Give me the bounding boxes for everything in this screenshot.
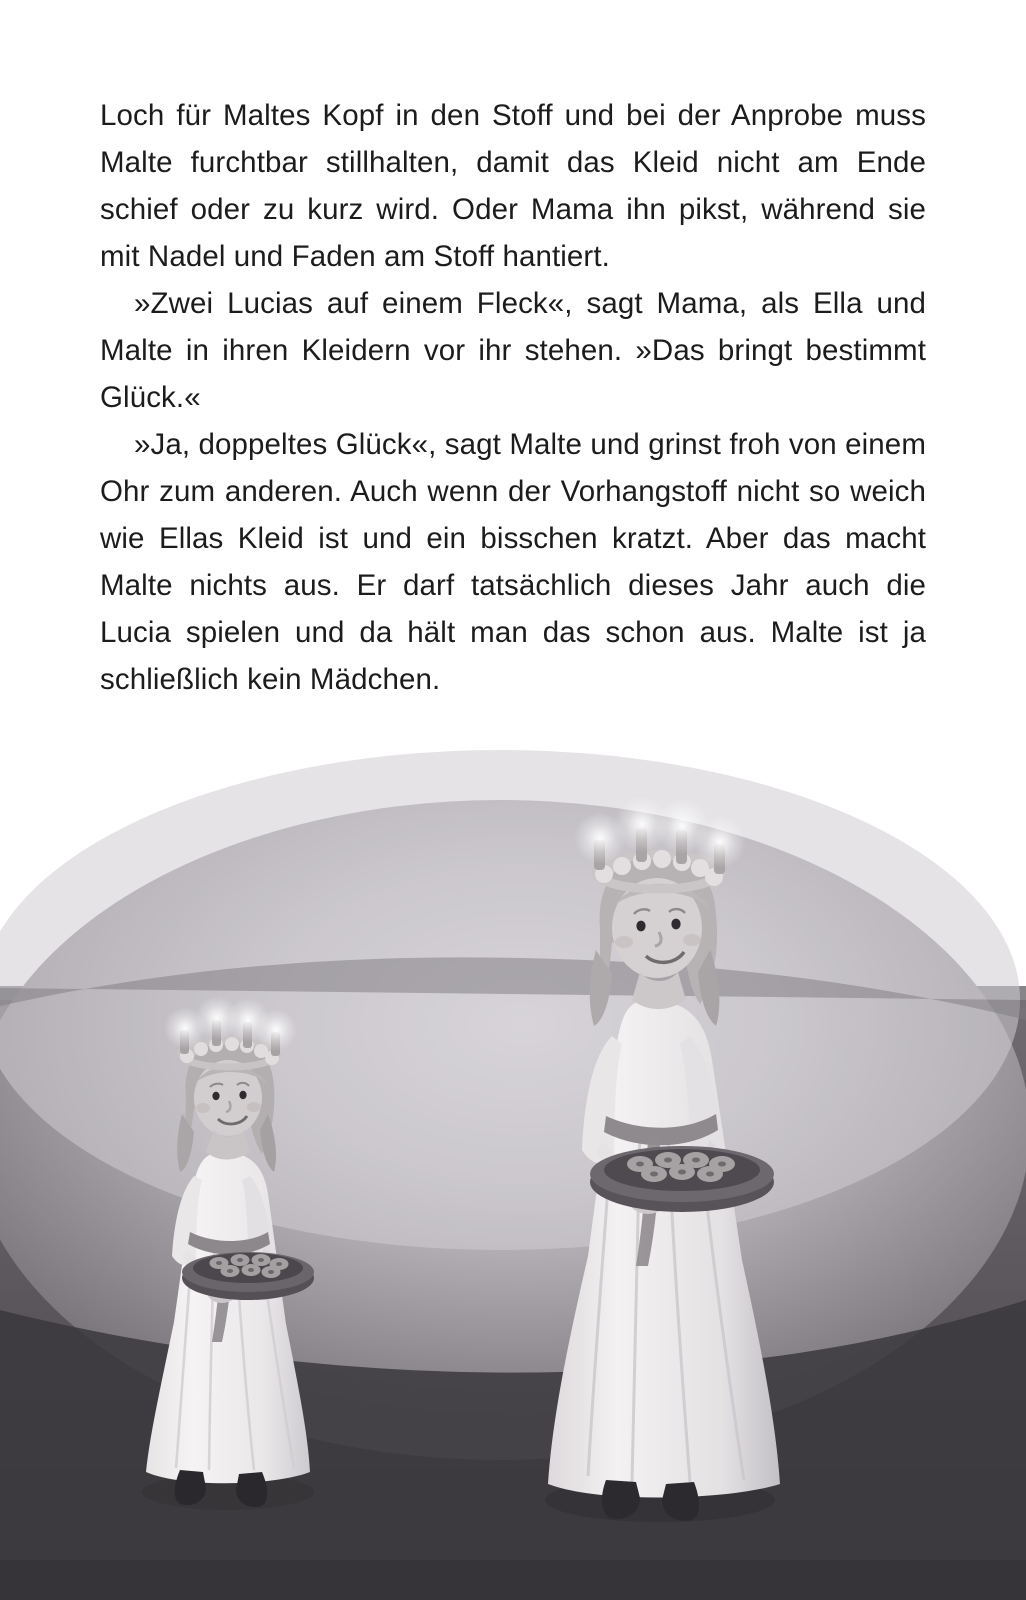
- plate-of-buns-small: [182, 1252, 314, 1300]
- illustration: [0, 700, 1026, 1600]
- paragraph: Loch für Maltes Kopf in den Stoff und bei der Anprobe muss Malte furchtbar stillhalten, damit das Kleid nicht am Ende schief oder zu kurz wird. Oder Mama ihn pikst, während sie mit Nadel und Faden am Stoff hantiert.: [100, 99, 926, 273]
- paragraph: »Zwei Lucias auf einem Fleck«, sagt Mama, als Ella und Malte in ihren Kleidern vor ihr stehen. »Das bringt bestimmt Glück.«: [100, 287, 926, 414]
- page-text-block: [100, 92, 926, 703]
- illustration-artwork: [0, 700, 1026, 1600]
- plate-of-buns-tall: [590, 1146, 774, 1212]
- paragraph: »Ja, doppeltes Glück«, sagt Malte und grinst froh von einem Ohr zum anderen. Auch wenn der Vorhangstoff nicht so weich wie Ellas Kleid ist und ein bisschen kratzt. Aber das macht Malte nichts aus. Er darf tatsächlich dieses Jahr auch die Lucia spielen und da hält man das schon aus. Malte ist ja schließlich kein Mädchen.: [100, 428, 926, 696]
